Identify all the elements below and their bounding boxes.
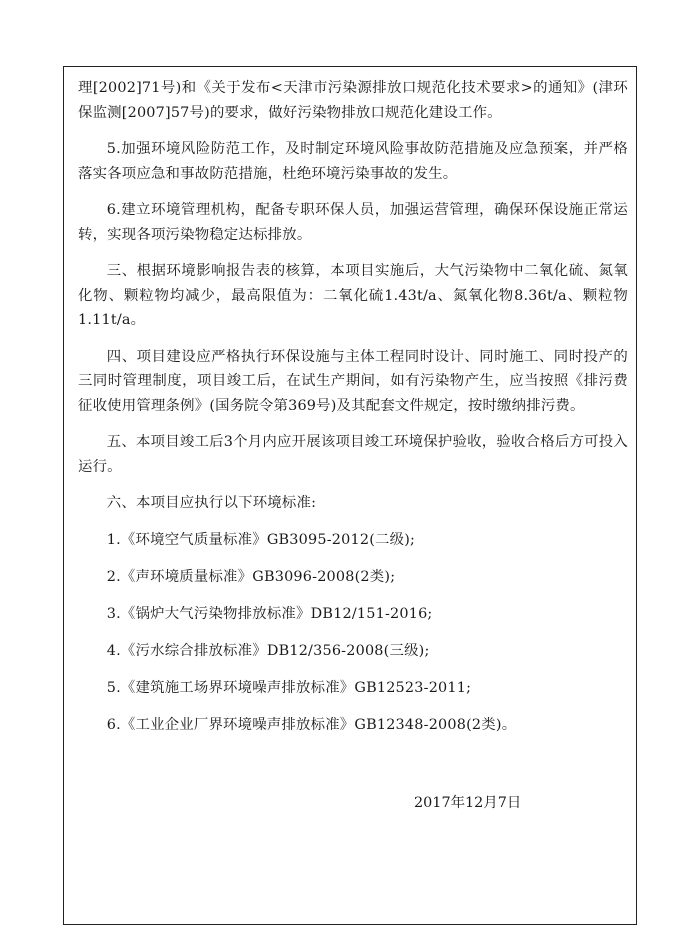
standard-item: 3.《锅炉大气污染物排放标准》DB12/151-2016; [106,606,433,622]
paragraph-item-6: 6.建立环境管理机构，配备专职环保人员，加强运营管理，确保环保设施正常运转，实现各项污染物稳定达标排放。 [78,202,628,243]
paragraph-section-5: 五、本项目竣工后3个月内应开展该项目竣工环境保护验收，验收合格后方可投入运行。 [78,434,628,475]
document-body [78,76,628,750]
standard-item: 2.《声环境质量标准》GB3096-2008(2类); [106,569,396,585]
standard-item: 6.《工业企业厂界环境噪声排放标准》GB12348-2008(2类)。 [106,717,517,733]
standard-item: 5.《建筑施工场界环境噪声排放标准》GB12523-2011; [106,680,472,696]
standards-list [78,491,628,738]
standard-item: 1.《环境空气质量标准》GB3095-2012(二级); [106,532,416,548]
paragraph-section-3: 三、根据环境影响报告表的核算，本项目实施后，大气污染物中二氧化硫、氮氧化物、颗粒物均减少，最高限值为：二氧化硫1.43t/a、氮氧化物8.36t/a、颗粒物1.11t/a。 [78,263,628,328]
paragraph-item-5: 5.加强环境风险防范工作，及时制定环境风险事故防范措施及应急预案，并严格落实各项应急和事故防范措施，杜绝环境污染事故的发生。 [78,141,628,182]
standards-heading: 六、本项目应执行以下环境标准: [106,495,317,511]
document-date: 2017年12月7日 [414,795,522,811]
paragraph-section-4: 四、项目建设应严格执行环保设施与主体工程同时设计、同时施工、同时投产的三同时管理制度，项目竣工后，在试生产期间，如有污染物产生，应当按照《排污费征收使用管理条例》(国务院令第369号)及其配套文件规定，按时缴纳排污费。 [78,348,628,414]
standard-item: 4.《污水综合排放标准》DB12/356-2008(三级); [106,643,430,659]
paragraph-continuation: 理[2002]71号)和《关于发布<天津市污染源排放口规范化技术要求>的通知》(津环保监测[2007]57号)的要求，做好污染物排放口规范化建设工作。 [78,80,628,121]
